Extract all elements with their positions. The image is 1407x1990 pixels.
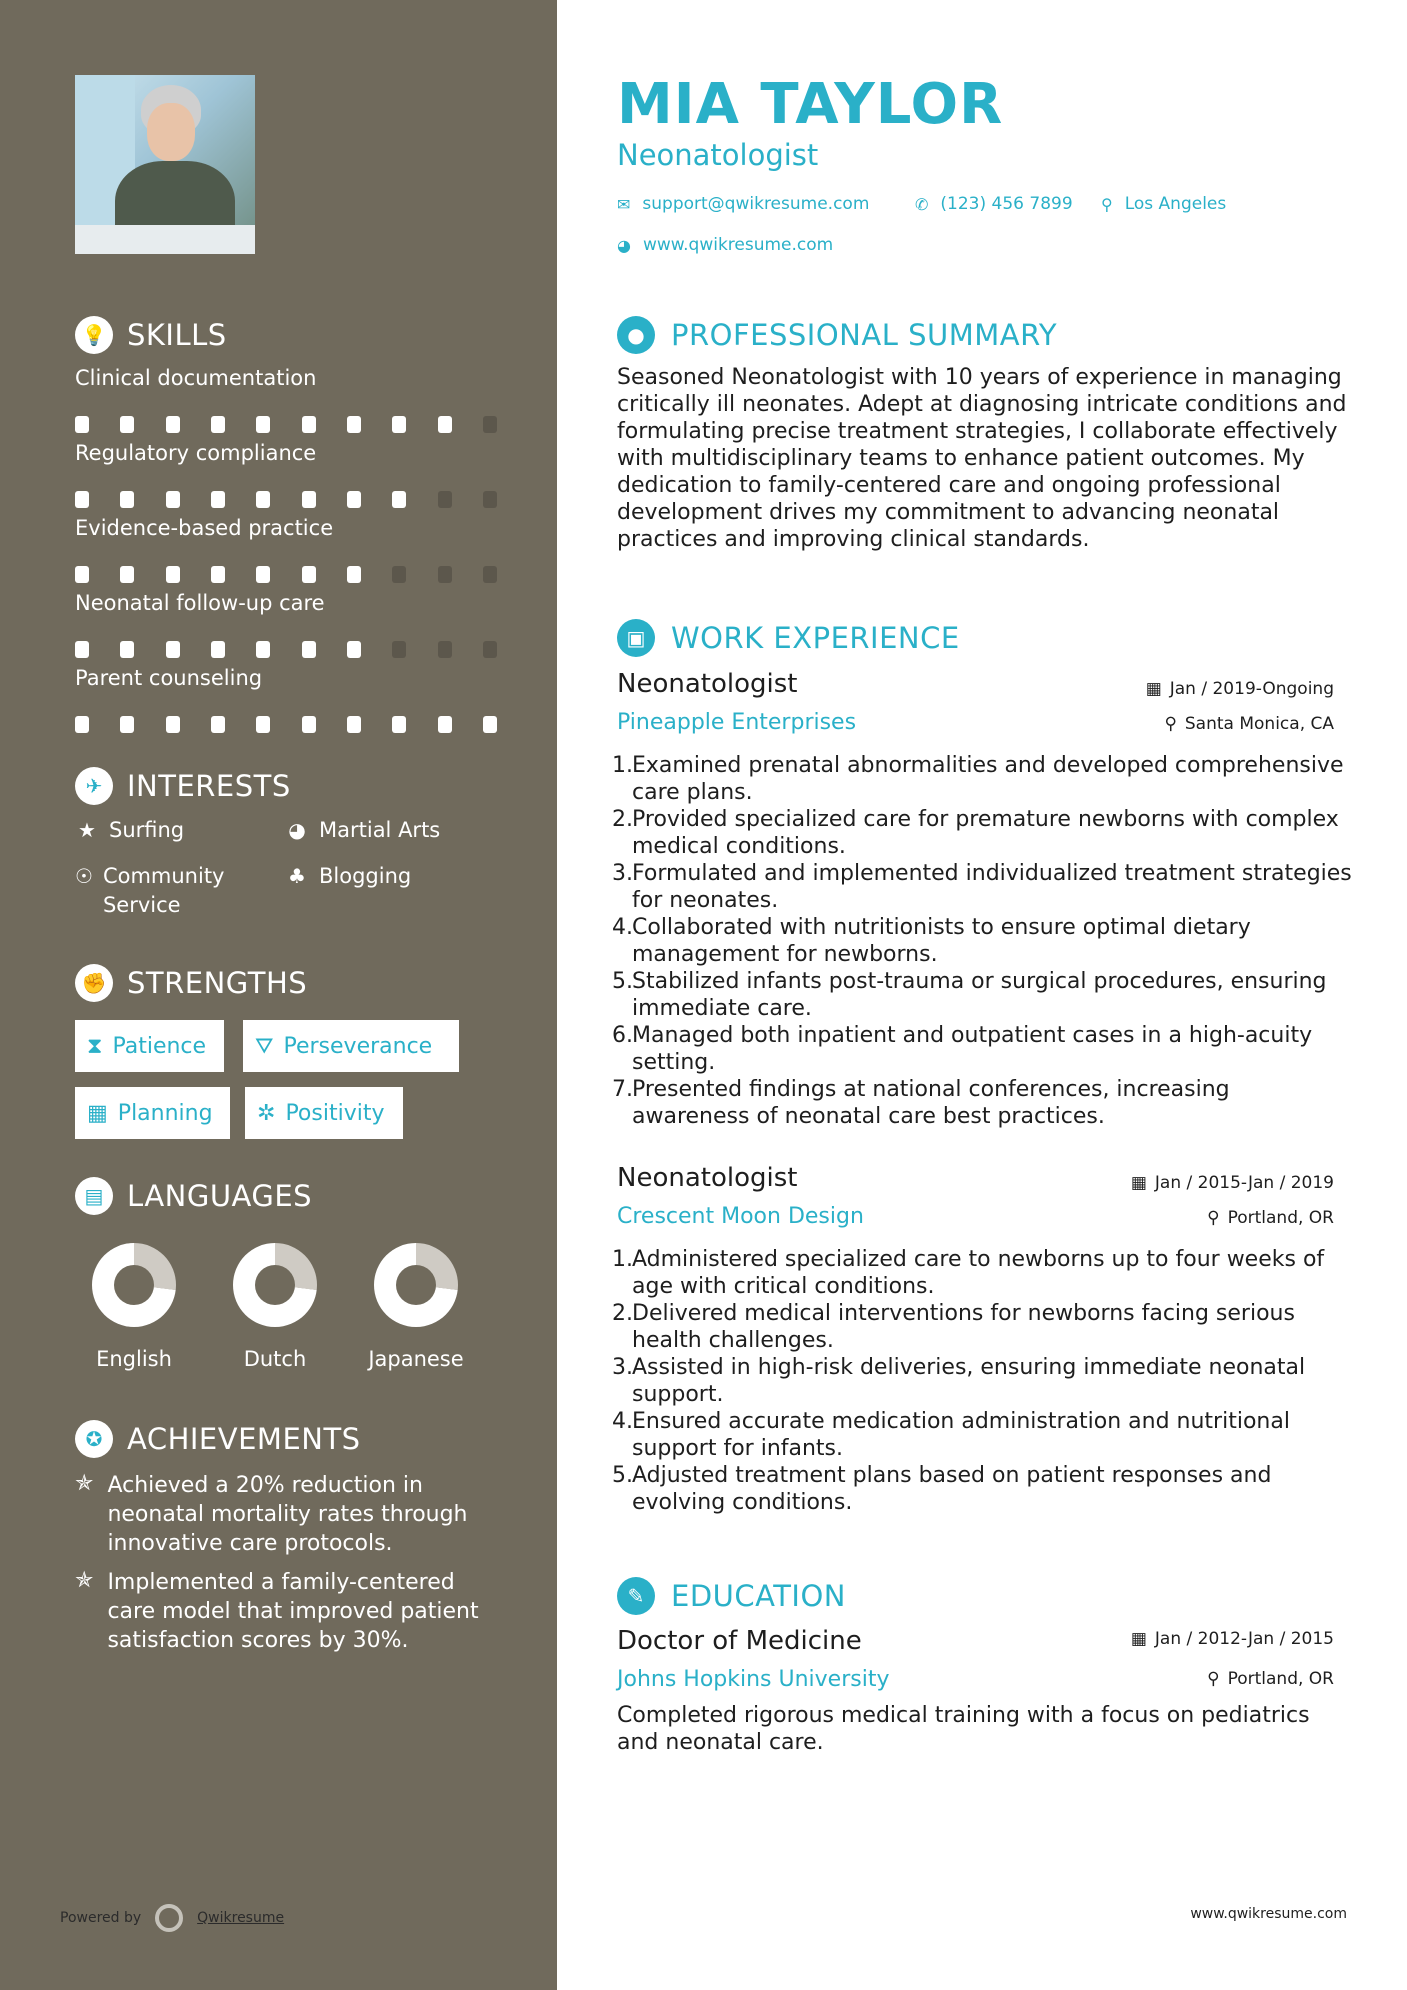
- skill-rating: [75, 416, 497, 433]
- education-description: Completed rigorous medical training with a focus on pediatrics and neonatal care.: [617, 1703, 1310, 1755]
- globe-icon: ◕: [617, 235, 631, 255]
- rating-dot: [75, 416, 89, 433]
- rating-dot: [75, 641, 89, 658]
- skill-name: Parent counseling: [75, 666, 263, 690]
- achievement-item: ✯ Achieved a 20% reduction in neonatal mortality rates through innovative care protocols.: [75, 1471, 468, 1556]
- calendar-icon: ▦: [87, 1100, 108, 1126]
- rating-dot: [392, 491, 406, 508]
- sidebar: [0, 0, 557, 1990]
- interests-heading: ✈ INTERESTS: [75, 767, 291, 805]
- rating-dot: [166, 566, 180, 583]
- rating-dot: [166, 416, 180, 433]
- sun-icon: ✲: [257, 1100, 276, 1126]
- road-icon: ⛛: [255, 1033, 274, 1059]
- list-item: 3. Formulated and implemented individualized treatment strategies for neonates.: [612, 861, 1352, 913]
- strengths-heading: ✊ STRENGTHS: [75, 964, 307, 1002]
- rating-dot: [166, 716, 180, 733]
- rating-dot: [120, 716, 134, 733]
- rating-dot: [347, 416, 361, 433]
- phone-icon: ✆: [915, 194, 929, 214]
- rating-dot: [211, 566, 225, 583]
- rating-dot: [483, 566, 497, 583]
- language-donut: [92, 1243, 176, 1327]
- job-bullets: [612, 752, 1352, 1130]
- job-bullets: [612, 1246, 1352, 1516]
- achievements-heading: ✪ ACHIEVEMENTS: [75, 1420, 361, 1458]
- experience-heading: ▣ WORK EXPERIENCE: [617, 619, 960, 657]
- rating-dot: [438, 716, 452, 733]
- paper-plane-icon: ✈: [75, 767, 113, 805]
- star-badge-icon: ✪: [75, 1420, 113, 1458]
- skill-rating: [75, 641, 497, 658]
- rating-dot: [75, 716, 89, 733]
- rating-dot: [347, 716, 361, 733]
- rating-dot: [483, 416, 497, 433]
- rating-dot: [166, 491, 180, 508]
- job-title: Neonatologist: [617, 1163, 798, 1193]
- skill-item: [75, 366, 505, 433]
- job-company: Crescent Moon Design: [617, 1204, 864, 1229]
- list-item: 5. Stabilized infants post-trauma or surgical procedures, ensuring immediate care.: [612, 969, 1327, 1021]
- list-item: 6. Managed both inpatient and outpatient cases in a high-acuity setting.: [612, 1023, 1313, 1075]
- star-icon: ★: [78, 818, 96, 842]
- interest-item: ◕ Martial Arts: [285, 816, 440, 845]
- languages-heading: ▤ LANGUAGES: [75, 1177, 312, 1215]
- job-company: Pineapple Enterprises: [617, 710, 857, 735]
- rating-dot: [120, 491, 134, 508]
- job-title: Neonatologist: [617, 669, 798, 699]
- stars-icon: ✯: [75, 1471, 94, 1496]
- rating-dot: [302, 566, 316, 583]
- rating-dot: [211, 716, 225, 733]
- strength-badge: ▦ Planning: [75, 1087, 230, 1139]
- pin-icon: ⚲: [1207, 1208, 1220, 1228]
- language-icon: ▤: [75, 1177, 113, 1215]
- language-label: Japanese: [368, 1347, 464, 1371]
- rating-dot: [120, 641, 134, 658]
- summary-text: Seasoned Neonatologist with 10 years of experience in managing critically ill neonates. Adept at diagnosing intricate conditions and formulating precise treatment strategies, I collaborate effectively with multidisciplinary teams to enhance patient outcomes. My dedication to family-centered care and ongoing professional development drives my commitment to advancing neonatal practices and improving clinical standards.: [617, 365, 1347, 552]
- language-label: English: [96, 1347, 172, 1371]
- summary-heading: ● PROFESSIONAL SUMMARY: [617, 316, 1057, 354]
- rating-dot: [211, 491, 225, 508]
- handshake-icon: ☉: [75, 864, 93, 888]
- contact-website: ◕ www.qwikresume.com: [617, 235, 834, 255]
- rating-dot: [256, 491, 270, 508]
- graduation-icon: ✎: [617, 1577, 655, 1615]
- skill-item: [75, 441, 505, 508]
- skill-name: Clinical documentation: [75, 366, 317, 390]
- footer-url[interactable]: www.qwikresume.com: [1190, 1906, 1347, 1922]
- rating-dot: [120, 566, 134, 583]
- rating-dot: [75, 566, 89, 583]
- rating-dot: [347, 491, 361, 508]
- rating-dot: [392, 566, 406, 583]
- list-item: 5. Adjusted treatment plans based on patient responses and evolving conditions.: [612, 1463, 1272, 1515]
- list-item: 3. Assisted in high-risk deliveries, ensuring immediate neonatal support.: [612, 1355, 1306, 1407]
- interest-item: ☉ Community Service: [75, 862, 255, 920]
- users-icon: ♣: [288, 864, 306, 888]
- rating-dot: [302, 491, 316, 508]
- envelope-icon: ✉: [617, 194, 631, 214]
- language-donut: [374, 1243, 458, 1327]
- rating-dot: [347, 566, 361, 583]
- strength-badge: ✲ Positivity: [245, 1087, 403, 1139]
- school-name: Johns Hopkins University: [617, 1667, 890, 1692]
- profile-photo: [75, 75, 255, 254]
- rating-dot: [438, 491, 452, 508]
- language-label: Dutch: [243, 1347, 307, 1371]
- rating-dot: [392, 416, 406, 433]
- contact-email: ✉ support@qwikresume.com: [617, 194, 870, 214]
- list-item: 1. Examined prenatal abnormalities and developed comprehensive care plans.: [612, 753, 1344, 805]
- main-content: [557, 0, 1407, 1990]
- rating-dot: [302, 641, 316, 658]
- rating-dot: [483, 716, 497, 733]
- job-dates: ▦ Jan / 2019-Ongoing: [1145, 679, 1334, 699]
- hourglass-icon: ⧗: [87, 1033, 103, 1059]
- rating-dot: [302, 716, 316, 733]
- list-item: 1. Administered specialized care to newborns up to four weeks of age with critical conditions.: [612, 1247, 1325, 1299]
- list-item: 4. Collaborated with nutritionists to ensure optimal dietary management for newborns.: [612, 915, 1251, 967]
- job-location: ⚲ Santa Monica, CA: [1164, 714, 1334, 734]
- rating-dot: [211, 416, 225, 433]
- qwikresume-link[interactable]: Qwikresume: [197, 1910, 285, 1926]
- skill-item: [75, 666, 505, 733]
- candidate-title: Neonatologist: [617, 138, 819, 172]
- rating-dot: [302, 416, 316, 433]
- stars-icon: ✯: [75, 1568, 94, 1593]
- rating-dot: [438, 641, 452, 658]
- rating-dot: [256, 416, 270, 433]
- skill-name: Regulatory compliance: [75, 441, 317, 465]
- skill-name: Evidence-based practice: [75, 516, 334, 540]
- achievement-item: ✯ Implemented a family-centered care model that improved patient satisfaction scores by 30%.: [75, 1568, 479, 1653]
- rating-dot: [438, 416, 452, 433]
- calendar-icon: ▦: [1130, 1173, 1147, 1193]
- strength-badge: ⧗ Patience: [75, 1020, 224, 1072]
- degree-title: Doctor of Medicine: [617, 1626, 862, 1656]
- skills-heading: 💡 SKILLS: [75, 316, 227, 354]
- map-pin-icon: ⚲: [1101, 194, 1113, 214]
- qwikresume-logo-icon: [155, 1904, 183, 1932]
- skill-name: Neonatal follow-up care: [75, 591, 325, 615]
- strength-badge: ⛛ Perseverance: [243, 1020, 459, 1072]
- rating-dot: [166, 641, 180, 658]
- rating-dot: [120, 416, 134, 433]
- briefcase-icon: ▣: [617, 619, 655, 657]
- powered-by: Powered by Qwikresume: [60, 1904, 284, 1932]
- skill-rating: [75, 566, 497, 583]
- globe-icon: ◕: [288, 818, 306, 842]
- job-dates: ▦ Jan / 2015-Jan / 2019: [1130, 1173, 1334, 1193]
- rating-dot: [438, 566, 452, 583]
- rating-dot: [256, 716, 270, 733]
- pin-icon: ⚲: [1207, 1669, 1220, 1689]
- calendar-icon: ▦: [1145, 679, 1162, 699]
- rating-dot: [256, 566, 270, 583]
- interest-item: ★ Surfing: [75, 816, 184, 845]
- user-icon: ●: [617, 316, 655, 354]
- list-item: 2. Provided specialized care for premature newborns with complex medical conditions.: [612, 807, 1339, 859]
- rating-dot: [392, 641, 406, 658]
- education-heading: ✎ EDUCATION: [617, 1577, 846, 1615]
- job-location: ⚲ Portland, OR: [1207, 1208, 1334, 1228]
- education-dates: ▦ Jan / 2012-Jan / 2015: [1130, 1629, 1334, 1649]
- rating-dot: [75, 491, 89, 508]
- candidate-name: MIA TAYLOR: [617, 72, 1004, 137]
- language-donut: [233, 1243, 317, 1327]
- rating-dot: [211, 641, 225, 658]
- list-item: 2. Delivered medical interventions for newborns facing serious health challenges.: [612, 1301, 1295, 1353]
- rating-dot: [483, 641, 497, 658]
- rating-dot: [256, 641, 270, 658]
- calendar-icon: ▦: [1130, 1629, 1147, 1649]
- rating-dot: [347, 641, 361, 658]
- rating-dot: [483, 491, 497, 508]
- rating-dot: [392, 716, 406, 733]
- skill-rating: [75, 716, 497, 733]
- contact-location: ⚲ Los Angeles: [1101, 194, 1227, 214]
- education-location: ⚲ Portland, OR: [1207, 1669, 1334, 1689]
- pin-icon: ⚲: [1164, 714, 1177, 734]
- fist-icon: ✊: [75, 964, 113, 1002]
- skill-rating: [75, 491, 497, 508]
- contact-phone: ✆ (123) 456 7899: [915, 194, 1073, 214]
- skill-item: [75, 591, 505, 658]
- list-item: 7. Presented findings at national conferences, increasing awareness of neonatal care best practices.: [612, 1077, 1230, 1129]
- list-item: 4. Ensured accurate medication administration and nutritional support for infants.: [612, 1409, 1290, 1461]
- lightbulb-icon: 💡: [75, 316, 113, 354]
- interest-item: ♣ Blogging: [285, 862, 411, 891]
- skill-item: [75, 516, 505, 583]
